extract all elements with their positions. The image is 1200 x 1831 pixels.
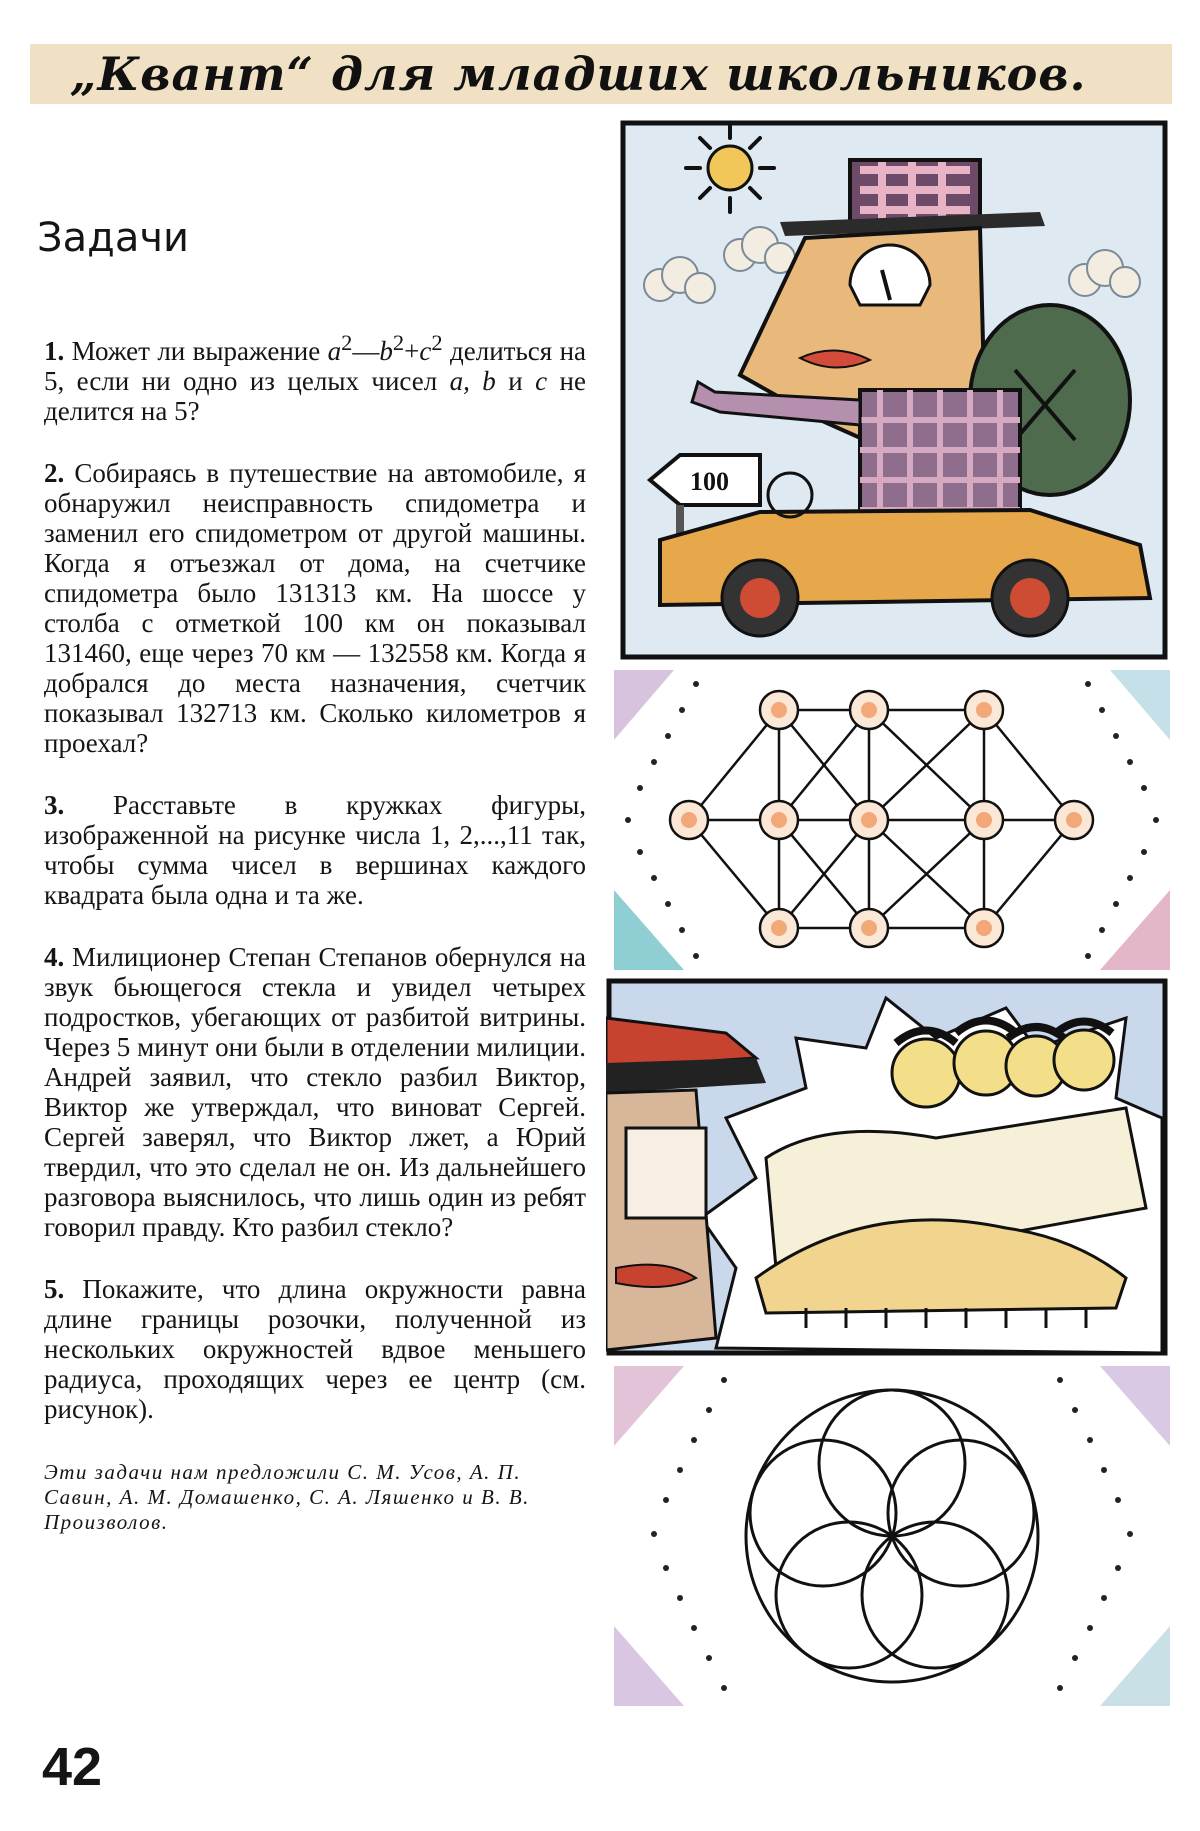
problem-text: делиться на 5, если ни одно из целых чисел bbox=[44, 336, 587, 396]
minus-sign: — bbox=[352, 336, 380, 366]
problem-number: 3. bbox=[44, 790, 65, 820]
problem-4 bbox=[44, 942, 586, 1242]
sun-icon bbox=[686, 126, 774, 212]
problem-text: Покажите, что длина окружности равна длине границы розочки, полученной из нескольких окружностей вдвое меньшего радиуса, проходящих через ее центр (см. рисунок). bbox=[44, 1274, 587, 1424]
corner-triangle bbox=[1100, 890, 1170, 970]
page-number: 42 bbox=[42, 1737, 103, 1797]
corner-triangle bbox=[1110, 670, 1170, 740]
variable-b: b bbox=[379, 336, 393, 366]
problem-2 bbox=[44, 458, 586, 758]
variable-a: a bbox=[327, 336, 342, 366]
problem-1 bbox=[44, 328, 586, 426]
variable-c: c bbox=[535, 366, 548, 396]
problem-text: не делится на 5? bbox=[44, 366, 586, 426]
problem-number: 1. bbox=[44, 336, 65, 366]
corner-triangle bbox=[614, 1366, 684, 1446]
corner-triangle bbox=[1100, 1626, 1170, 1706]
corner-triangle bbox=[614, 670, 674, 740]
problem-text: Расставьте в кружках фигуры, изображенной на рисунке числа 1, 2,...,11 так, чтобы сумма чисел в вершинах каждого квадрата была одна и та же. bbox=[44, 790, 586, 910]
exponent: 2 bbox=[392, 330, 405, 355]
problems-column bbox=[44, 328, 586, 1535]
problem-text: Собираясь в путешествие на автомобиле, я обнаружил неисправность спидометра и заменил его спидометром от другой машины. Когда я отъезжал от дома, на счетчике спидометра было 131313 км. На шоссе у столба с отметкой 100 км он показывал 131460, еще через 70 км — 132558 км. Когда я добрался до места назначения, счетчик показывал 132713 км. Сколько километров я проехал? bbox=[44, 458, 587, 758]
car-traveller-illustration bbox=[620, 120, 1168, 660]
exponent: 2 bbox=[341, 330, 353, 355]
problem-number: 2. bbox=[44, 458, 65, 488]
rose-figure bbox=[614, 1366, 1170, 1706]
section-heading: Задачи bbox=[37, 215, 189, 261]
rose-circles bbox=[746, 1390, 1038, 1682]
corner-triangle bbox=[614, 890, 684, 970]
plus-sign: + bbox=[404, 336, 420, 366]
magazine-section-title: „Квант“ для младших школьников. bbox=[70, 47, 1087, 101]
header-banner bbox=[30, 44, 1172, 104]
problem-number: 5. bbox=[44, 1274, 65, 1304]
corner-triangle bbox=[1100, 1366, 1170, 1446]
exponent: 2 bbox=[431, 330, 443, 355]
road-sign-label: 100 bbox=[690, 467, 729, 496]
corner-triangle bbox=[614, 1626, 684, 1706]
authors-credit: Эти задачи нам предложили С. М. Усов, А. П. Савин, А. М. Домашенко, С. А. Ляшенко и В. В. Произволов. bbox=[44, 1460, 530, 1534]
problem-3 bbox=[44, 790, 586, 910]
squares-figure bbox=[614, 670, 1170, 970]
variable-c: c bbox=[419, 336, 432, 366]
problem-text: Милиционер Степан Степанов обернулся на звук бьющегося стекла и увидел четырех подростков, убегающих от разбитой витрины. Через 5 минут они были в отделении милиции. Андрей заявил, что стекло разбил Виктор, Виктор же утверждал, что виноват Сергей. Сергей заверял, что Виктор лжет, а Юрий твердил, что это сделал не он. Из дальнейшего разговора выяснилось, что лишь один из ребят говорил правду. Кто разбил стекло? bbox=[44, 942, 586, 1242]
problem-number: 4. bbox=[44, 942, 65, 972]
policeman-illustration bbox=[606, 978, 1168, 1356]
problem-text: и bbox=[495, 366, 536, 396]
variables-a-b: a, b bbox=[449, 366, 496, 396]
problem-5 bbox=[44, 1274, 586, 1424]
problem-text: Может ли выражение bbox=[71, 336, 328, 366]
